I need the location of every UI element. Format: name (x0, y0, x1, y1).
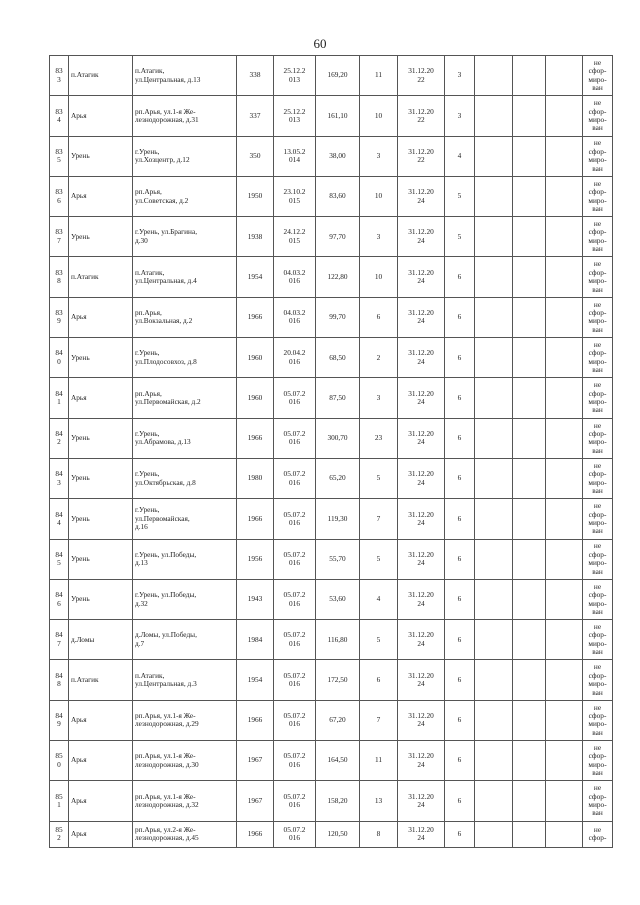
recognition-date-cell: 05.07.2 016 (274, 378, 316, 418)
empty-cell (546, 700, 583, 740)
empty-cell (546, 217, 583, 257)
empty-cell (475, 217, 513, 257)
settlement-cell: Урень (69, 499, 133, 539)
empty-cell (546, 136, 583, 176)
planned-date-cell: 31.12.20 24 (398, 499, 445, 539)
record-number-cell: 83 7 (50, 217, 69, 257)
area-cell: 53,60 (316, 579, 360, 619)
status-cell: не сфор- (583, 821, 613, 847)
planned-date-cell: 31.12.20 24 (398, 257, 445, 297)
area-cell: 97,70 (316, 217, 360, 257)
stage-cell: 3 (445, 56, 475, 96)
empty-cell (475, 176, 513, 216)
record-number-cell: 84 6 (50, 579, 69, 619)
recognition-date-cell: 05.07.2 016 (274, 660, 316, 700)
record-number-cell: 83 6 (50, 176, 69, 216)
area-cell: 300,70 (316, 418, 360, 458)
residents-cell: 3 (360, 217, 398, 257)
empty-cell (475, 297, 513, 337)
settlement-cell: Арья (69, 96, 133, 136)
residents-cell: 6 (360, 297, 398, 337)
stage-cell: 6 (445, 741, 475, 781)
status-cell: не сфор- миро- ван (583, 660, 613, 700)
empty-cell (546, 660, 583, 700)
status-cell: не сфор- миро- ван (583, 217, 613, 257)
area-cell: 161,10 (316, 96, 360, 136)
empty-cell (513, 297, 546, 337)
planned-date-cell: 31.12.20 24 (398, 458, 445, 498)
table-row (50, 579, 613, 619)
empty-cell (513, 176, 546, 216)
empty-cell (513, 56, 546, 96)
table-row (50, 136, 613, 176)
table-row (50, 821, 613, 847)
empty-cell (475, 418, 513, 458)
empty-cell (475, 96, 513, 136)
year-cell: 1966 (237, 297, 274, 337)
empty-cell (475, 579, 513, 619)
empty-cell (475, 539, 513, 579)
residents-cell: 11 (360, 741, 398, 781)
status-cell: не сфор- миро- ван (583, 297, 613, 337)
stage-cell: 5 (445, 176, 475, 216)
record-number-cell: 84 1 (50, 378, 69, 418)
planned-date-cell: 31.12.20 24 (398, 297, 445, 337)
address-cell: г.Урень, ул.Хозцентр, д.12 (133, 136, 237, 176)
residents-cell: 10 (360, 257, 398, 297)
settlement-cell: Арья (69, 821, 133, 847)
address-cell: г.Урень, ул.Октябрьская, д.8 (133, 458, 237, 498)
planned-date-cell: 31.12.20 24 (398, 660, 445, 700)
recognition-date-cell: 24.12.2 015 (274, 217, 316, 257)
address-cell: п.Атагик, ул.Центральная, д.3 (133, 660, 237, 700)
record-number-cell: 83 8 (50, 257, 69, 297)
empty-cell (546, 781, 583, 821)
table-row (50, 338, 613, 378)
table-row (50, 257, 613, 297)
recognition-date-cell: 05.07.2 016 (274, 499, 316, 539)
year-cell: 1956 (237, 539, 274, 579)
planned-date-cell: 31.12.20 24 (398, 821, 445, 847)
status-cell: не сфор- миро- ван (583, 136, 613, 176)
area-cell: 164,50 (316, 741, 360, 781)
table-body (50, 56, 613, 848)
address-cell: г.Урень, ул.Плодосовхоз, д.8 (133, 338, 237, 378)
planned-date-cell: 31.12.20 24 (398, 781, 445, 821)
recognition-date-cell: 05.07.2 016 (274, 579, 316, 619)
residents-cell: 10 (360, 96, 398, 136)
record-number-cell: 83 4 (50, 96, 69, 136)
settlement-cell: Урень (69, 418, 133, 458)
planned-date-cell: 31.12.20 24 (398, 741, 445, 781)
empty-cell (513, 821, 546, 847)
recognition-date-cell: 05.07.2 016 (274, 781, 316, 821)
empty-cell (513, 136, 546, 176)
address-cell: рп.Арья, ул.1-я Же- лезнодорожная, д.29 (133, 700, 237, 740)
empty-cell (513, 579, 546, 619)
settlement-cell: Урень (69, 539, 133, 579)
status-cell: не сфор- миро- ван (583, 56, 613, 96)
residents-cell: 7 (360, 499, 398, 539)
area-cell: 38,00 (316, 136, 360, 176)
table-row (50, 176, 613, 216)
planned-date-cell: 31.12.20 24 (398, 418, 445, 458)
status-cell: не сфор- миро- ван (583, 338, 613, 378)
record-number-cell: 84 8 (50, 660, 69, 700)
empty-cell (546, 56, 583, 96)
year-cell: 1984 (237, 620, 274, 660)
empty-cell (475, 620, 513, 660)
recognition-date-cell: 05.07.2 016 (274, 418, 316, 458)
stage-cell: 6 (445, 378, 475, 418)
area-cell: 87,50 (316, 378, 360, 418)
recognition-date-cell: 05.07.2 016 (274, 741, 316, 781)
empty-cell (513, 418, 546, 458)
table-row (50, 539, 613, 579)
record-number-cell: 83 5 (50, 136, 69, 176)
stage-cell: 4 (445, 136, 475, 176)
planned-date-cell: 31.12.20 24 (398, 338, 445, 378)
status-cell: не сфор- миро- ван (583, 781, 613, 821)
status-cell: не сфор- миро- ван (583, 620, 613, 660)
empty-cell (546, 378, 583, 418)
stage-cell: 6 (445, 579, 475, 619)
housing-registry-table (49, 55, 613, 848)
settlement-cell: п.Атагик (69, 257, 133, 297)
record-number-cell: 84 7 (50, 620, 69, 660)
recognition-date-cell: 04.03.2 016 (274, 297, 316, 337)
empty-cell (546, 620, 583, 660)
stage-cell: 6 (445, 700, 475, 740)
address-cell: рп.Арья, ул.1-я Же- лезнодорожная, д.31 (133, 96, 237, 136)
residents-cell: 3 (360, 136, 398, 176)
empty-cell (546, 499, 583, 539)
stage-cell: 6 (445, 458, 475, 498)
settlement-cell: Арья (69, 176, 133, 216)
empty-cell (546, 96, 583, 136)
record-number-cell: 83 3 (50, 56, 69, 96)
year-cell: 1967 (237, 781, 274, 821)
record-number-cell: 85 0 (50, 741, 69, 781)
recognition-date-cell: 25.12.2 013 (274, 96, 316, 136)
year-cell: 1966 (237, 700, 274, 740)
empty-cell (475, 378, 513, 418)
empty-cell (513, 338, 546, 378)
stage-cell: 3 (445, 96, 475, 136)
settlement-cell: Арья (69, 378, 133, 418)
recognition-date-cell: 25.12.2 013 (274, 56, 316, 96)
planned-date-cell: 31.12.20 22 (398, 136, 445, 176)
status-cell: не сфор- миро- ван (583, 579, 613, 619)
residents-cell: 5 (360, 458, 398, 498)
stage-cell: 6 (445, 297, 475, 337)
year-cell: 1960 (237, 338, 274, 378)
residents-cell: 3 (360, 378, 398, 418)
table-row (50, 418, 613, 458)
address-cell: рп.Арья, ул.Первомайская, д.2 (133, 378, 237, 418)
stage-cell: 6 (445, 257, 475, 297)
table-row (50, 781, 613, 821)
recognition-date-cell: 05.07.2 016 (274, 458, 316, 498)
stage-cell: 6 (445, 660, 475, 700)
record-number-cell: 84 0 (50, 338, 69, 378)
address-cell: рп.Арья, ул.1-я Же- лезнодорожная, д.30 (133, 741, 237, 781)
settlement-cell: п.Атагик (69, 660, 133, 700)
status-cell: не сфор- миро- ван (583, 257, 613, 297)
residents-cell: 2 (360, 338, 398, 378)
settlement-cell: Арья (69, 700, 133, 740)
empty-cell (475, 338, 513, 378)
year-cell: 1966 (237, 821, 274, 847)
planned-date-cell: 31.12.20 24 (398, 217, 445, 257)
address-cell: г.Урень, ул.Брагина, д.30 (133, 217, 237, 257)
area-cell: 99,70 (316, 297, 360, 337)
empty-cell (546, 297, 583, 337)
area-cell: 172,50 (316, 660, 360, 700)
settlement-cell: п.Атагик (69, 56, 133, 96)
table-row (50, 458, 613, 498)
address-cell: г.Урень, ул.Первомайская, д.16 (133, 499, 237, 539)
stage-cell: 6 (445, 821, 475, 847)
empty-cell (513, 660, 546, 700)
area-cell: 158,20 (316, 781, 360, 821)
record-number-cell: 84 4 (50, 499, 69, 539)
empty-cell (475, 660, 513, 700)
recognition-date-cell: 20.04.2 016 (274, 338, 316, 378)
address-cell: г.Урень, ул.Победы, д.32 (133, 579, 237, 619)
record-number-cell: 85 2 (50, 821, 69, 847)
area-cell: 83,60 (316, 176, 360, 216)
empty-cell (475, 821, 513, 847)
area-cell: 120,50 (316, 821, 360, 847)
year-cell: 1954 (237, 660, 274, 700)
recognition-date-cell: 13.05.2 014 (274, 136, 316, 176)
stage-cell: 6 (445, 418, 475, 458)
empty-cell (546, 458, 583, 498)
empty-cell (513, 741, 546, 781)
area-cell: 169,20 (316, 56, 360, 96)
area-cell: 122,80 (316, 257, 360, 297)
address-cell: г.Урень, ул.Победы, д.13 (133, 539, 237, 579)
status-cell: не сфор- миро- ван (583, 176, 613, 216)
status-cell: не сфор- миро- ван (583, 418, 613, 458)
year-cell: 338 (237, 56, 274, 96)
residents-cell: 6 (360, 660, 398, 700)
empty-cell (475, 700, 513, 740)
empty-cell (475, 499, 513, 539)
status-cell: не сфор- миро- ван (583, 96, 613, 136)
empty-cell (475, 458, 513, 498)
table-row (50, 56, 613, 96)
status-cell: не сфор- миро- ван (583, 700, 613, 740)
table-row (50, 700, 613, 740)
record-number-cell: 84 5 (50, 539, 69, 579)
address-cell: рп.Арья, ул.2-я Же- лезнодорожная, д.45 (133, 821, 237, 847)
empty-cell (546, 418, 583, 458)
status-cell: не сфор- миро- ван (583, 741, 613, 781)
year-cell: 337 (237, 96, 274, 136)
empty-cell (513, 217, 546, 257)
status-cell: не сфор- миро- ван (583, 499, 613, 539)
record-number-cell: 84 3 (50, 458, 69, 498)
residents-cell: 5 (360, 539, 398, 579)
year-cell: 1967 (237, 741, 274, 781)
table-row (50, 96, 613, 136)
stage-cell: 6 (445, 499, 475, 539)
address-cell: п.Атагик, ул.Центральная, д.13 (133, 56, 237, 96)
settlement-cell: Урень (69, 136, 133, 176)
page-number: 60 (313, 36, 327, 51)
year-cell: 1980 (237, 458, 274, 498)
residents-cell: 8 (360, 821, 398, 847)
settlement-cell: Арья (69, 781, 133, 821)
empty-cell (513, 620, 546, 660)
recognition-date-cell: 04.03.2 016 (274, 257, 316, 297)
planned-date-cell: 31.12.20 24 (398, 700, 445, 740)
area-cell: 116,80 (316, 620, 360, 660)
address-cell: рп.Арья, ул.1-я Же- лезнодорожная, д.32 (133, 781, 237, 821)
year-cell: 1960 (237, 378, 274, 418)
planned-date-cell: 31.12.20 24 (398, 176, 445, 216)
residents-cell: 5 (360, 620, 398, 660)
area-cell: 67,20 (316, 700, 360, 740)
status-cell: не сфор- миро- ван (583, 458, 613, 498)
stage-cell: 6 (445, 539, 475, 579)
residents-cell: 7 (360, 700, 398, 740)
area-cell: 119,30 (316, 499, 360, 539)
year-cell: 1938 (237, 217, 274, 257)
record-number-cell: 84 2 (50, 418, 69, 458)
stage-cell: 6 (445, 620, 475, 660)
empty-cell (513, 96, 546, 136)
planned-date-cell: 31.12.20 22 (398, 96, 445, 136)
empty-cell (513, 539, 546, 579)
record-number-cell: 83 9 (50, 297, 69, 337)
planned-date-cell: 31.12.20 24 (398, 620, 445, 660)
stage-cell: 6 (445, 338, 475, 378)
table-row (50, 620, 613, 660)
empty-cell (513, 499, 546, 539)
empty-cell (546, 539, 583, 579)
area-cell: 68,50 (316, 338, 360, 378)
empty-cell (475, 781, 513, 821)
status-cell: не сфор- миро- ван (583, 539, 613, 579)
table-row (50, 297, 613, 337)
stage-cell: 5 (445, 217, 475, 257)
residents-cell: 23 (360, 418, 398, 458)
address-cell: д.Ломы, ул.Победы, д.7 (133, 620, 237, 660)
planned-date-cell: 31.12.20 24 (398, 579, 445, 619)
table-row (50, 217, 613, 257)
empty-cell (513, 378, 546, 418)
year-cell: 1966 (237, 418, 274, 458)
residents-cell: 13 (360, 781, 398, 821)
empty-cell (546, 176, 583, 216)
residents-cell: 4 (360, 579, 398, 619)
address-cell: г.Урень, ул.Абрамова, д.13 (133, 418, 237, 458)
settlement-cell: Урень (69, 458, 133, 498)
record-number-cell: 85 1 (50, 781, 69, 821)
planned-date-cell: 31.12.20 22 (398, 56, 445, 96)
year-cell: 1943 (237, 579, 274, 619)
table-row (50, 499, 613, 539)
settlement-cell: Арья (69, 297, 133, 337)
status-cell: не сфор- миро- ван (583, 378, 613, 418)
table-row (50, 660, 613, 700)
record-number-cell: 84 9 (50, 700, 69, 740)
empty-cell (546, 338, 583, 378)
table-row (50, 378, 613, 418)
empty-cell (513, 700, 546, 740)
recognition-date-cell: 05.07.2 016 (274, 700, 316, 740)
empty-cell (513, 781, 546, 821)
recognition-date-cell: 05.07.2 016 (274, 539, 316, 579)
empty-cell (475, 56, 513, 96)
year-cell: 1954 (237, 257, 274, 297)
planned-date-cell: 31.12.20 24 (398, 539, 445, 579)
address-cell: рп.Арья, ул.Вокзальная, д.2 (133, 297, 237, 337)
empty-cell (546, 821, 583, 847)
empty-cell (475, 257, 513, 297)
settlement-cell: Урень (69, 217, 133, 257)
empty-cell (475, 136, 513, 176)
empty-cell (546, 579, 583, 619)
residents-cell: 11 (360, 56, 398, 96)
settlement-cell: Арья (69, 741, 133, 781)
recognition-date-cell: 05.07.2 016 (274, 620, 316, 660)
recognition-date-cell: 23.10.2 015 (274, 176, 316, 216)
residents-cell: 10 (360, 176, 398, 216)
settlement-cell: Урень (69, 579, 133, 619)
address-cell: рп.Арья, ул.Советская, д.2 (133, 176, 237, 216)
stage-cell: 6 (445, 781, 475, 821)
recognition-date-cell: 05.07.2 016 (274, 821, 316, 847)
year-cell: 1966 (237, 499, 274, 539)
empty-cell (475, 741, 513, 781)
year-cell: 1950 (237, 176, 274, 216)
settlement-cell: Урень (69, 338, 133, 378)
empty-cell (546, 257, 583, 297)
settlement-cell: д.Ломы (69, 620, 133, 660)
year-cell: 350 (237, 136, 274, 176)
empty-cell (513, 257, 546, 297)
table-row (50, 741, 613, 781)
planned-date-cell: 31.12.20 24 (398, 378, 445, 418)
area-cell: 65,20 (316, 458, 360, 498)
empty-cell (546, 741, 583, 781)
empty-cell (513, 458, 546, 498)
address-cell: п.Атагик, ул.Центральная, д.4 (133, 257, 237, 297)
area-cell: 55,70 (316, 539, 360, 579)
